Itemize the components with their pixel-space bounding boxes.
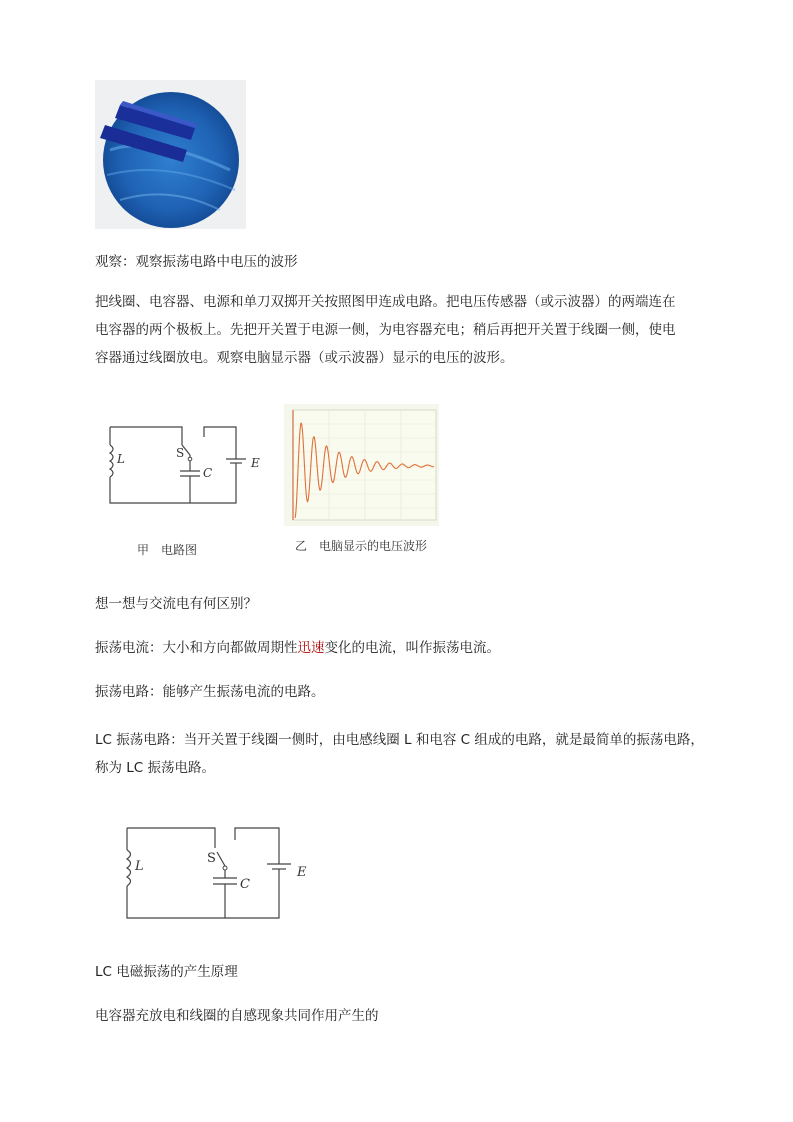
procedure-line-1: 把线圈、电容器、电源和单刀双掷开关按照图甲连成电路。把电压传感器（或示波器）的两端连在 [95, 294, 676, 310]
lc-circuit-diagram [115, 818, 315, 928]
voltage-waveform-plot [284, 404, 439, 526]
osc-current-after: 变化的电流，叫作振荡电流。 [324, 640, 500, 656]
label-L-2: L [135, 859, 144, 874]
think-question: 想一想与交流电有何区别？ [95, 596, 257, 612]
osc-current-highlight: 迅速 [297, 640, 325, 656]
osc-current-before: 振荡电流：大小和方向都做周期性 [95, 640, 298, 656]
capacitor-photo [95, 80, 246, 229]
caption-yi: 乙 电脑显示的电压波形 [295, 539, 428, 553]
label-C-2: C [240, 877, 250, 892]
circuit-diagram-jia [100, 415, 270, 515]
osc-circuit-definition: 振荡电路：能够产生振荡电流的电路。 [95, 684, 325, 700]
principle-text: 电容器充放电和线圈的自感现象共同作用产生的 [95, 1008, 379, 1024]
procedure-line-3: 容器通过线圈放电。观察电脑显示器（或示波器）显示的电压的波形。 [95, 350, 514, 366]
label-E: E [251, 456, 260, 470]
principle-title: LC 电磁振荡的产生原理 [95, 964, 238, 980]
observe-title: 观察：观察振荡电路中电压的波形 [95, 254, 298, 270]
caption-jia: 甲 电路图 [137, 543, 198, 557]
label-C: C [203, 466, 213, 480]
label-L: L [117, 452, 125, 466]
label-S-2: S [207, 851, 216, 866]
lc-line-1: LC 振荡电路：当开关置于线圈一侧时，由电感线圈 L 和电容 C 组成的电路，就是最简单的振荡电路， [95, 732, 704, 748]
osc-current-definition [95, 634, 715, 662]
procedure-line-2: 电容器的两个极板上。先把开关置于电源一侧，为电容器充电；稍后再把开关置于线圈一侧，使电 [95, 322, 676, 338]
label-E-2: E [297, 865, 307, 880]
lc-line-2: 称为 LC 振荡电路。 [95, 760, 216, 776]
label-S: S [176, 446, 185, 460]
